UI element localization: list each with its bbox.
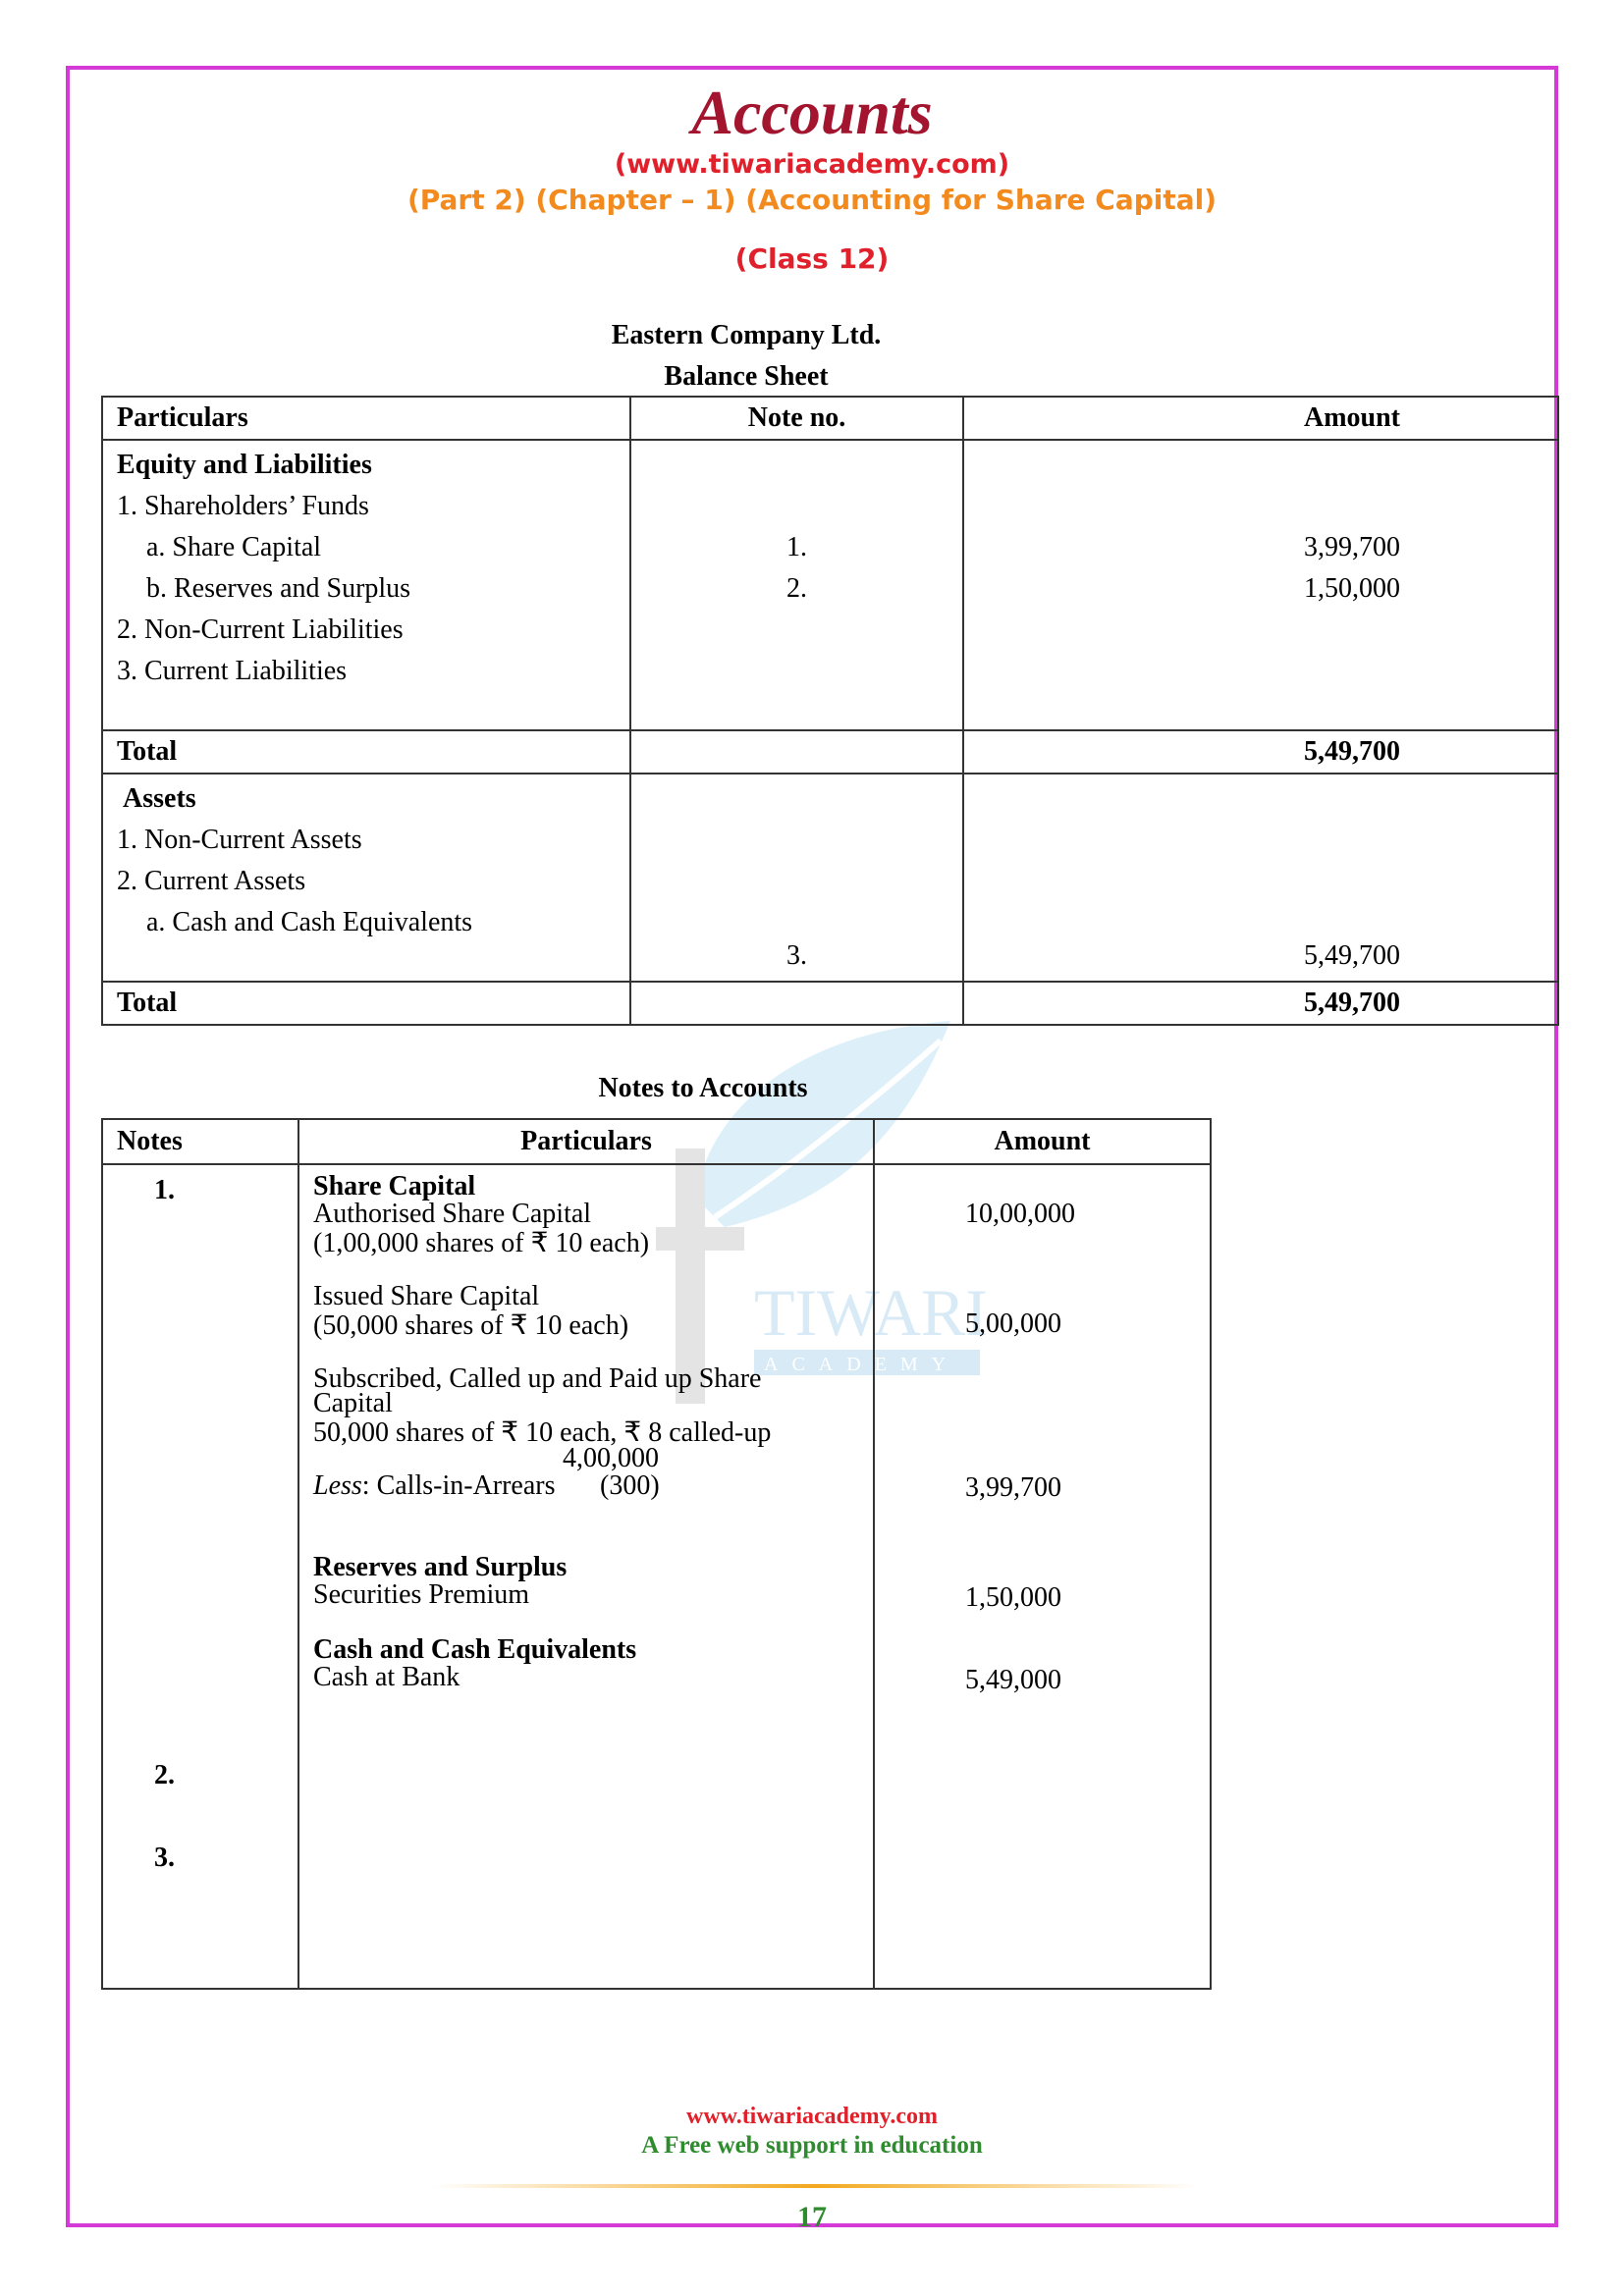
notes-title: Notes to Accounts <box>598 1073 808 1103</box>
subscribed-capital-label: Subscribed, Called up and Paid up Share <box>313 1363 762 1394</box>
securities-premium-label: Securities Premium <box>313 1579 530 1610</box>
note3-heading: Cash and Cash Equivalents <box>313 1634 637 1665</box>
equity-amount-2: 1,50,000 <box>1304 573 1400 604</box>
page-title: Accounts <box>691 78 933 147</box>
assets-note: 3. <box>786 940 807 971</box>
note1-heading: Share Capital <box>313 1171 476 1201</box>
cash-at-bank-amount: 5,49,000 <box>965 1665 1061 1695</box>
class-info: (Class 12) <box>734 242 890 275</box>
footer-tagline: A Free web support in education <box>641 2132 983 2159</box>
equity-heading: Equity and Liabilities <box>117 450 372 480</box>
bs-header-note: Note no. <box>630 397 963 440</box>
watermark-subtext: ACADEMY <box>764 1354 960 1375</box>
assets-item: 1. Non-Current Assets <box>117 825 362 855</box>
subscribed-capital-detail: 50,000 shares of ₹ 10 each, ₹ 8 called-up <box>313 1417 772 1448</box>
equity-note-1: 1. <box>786 532 807 562</box>
watermark-text: TIWARI <box>754 1275 988 1350</box>
authorised-capital-label: Authorised Share Capital <box>313 1199 592 1229</box>
chapter-info: (Part 2) (Chapter – 1) (Accounting for Share Capital) <box>406 184 1218 216</box>
equity-item: b. Reserves and Surplus <box>146 573 411 604</box>
footer-divider <box>432 2184 1198 2188</box>
less-word: Less <box>313 1470 362 1501</box>
equity-amount-1: 3,99,700 <box>1304 532 1400 562</box>
equity-total-amount: 5,49,700 <box>963 730 1558 774</box>
equity-note-2: 2. <box>786 573 807 604</box>
bs-header-particulars: Particulars <box>102 397 630 440</box>
notes-header-notes: Notes <box>102 1119 298 1164</box>
subscribed-capital-label-2: Capital <box>313 1388 393 1418</box>
authorised-amount: 10,00,000 <box>965 1199 1075 1229</box>
assets-item: 2. Current Assets <box>117 866 306 896</box>
notes-header-amount: Amount <box>874 1119 1211 1164</box>
securities-premium-amount: 1,50,000 <box>965 1582 1061 1613</box>
notes-header-particulars: Particulars <box>298 1119 874 1164</box>
share-capital-net-amount: 3,99,700 <box>965 1472 1061 1503</box>
cash-at-bank-label: Cash at Bank <box>313 1662 460 1692</box>
note-number-3: 3. <box>154 1842 175 1873</box>
note2-heading: Reserves and Surplus <box>313 1552 568 1582</box>
balance-sheet-title: Balance Sheet <box>664 361 829 392</box>
issued-capital-detail: (50,000 shares of ₹ 10 each) <box>313 1310 629 1341</box>
header-website: (www.tiwariacademy.com) <box>614 149 1010 180</box>
authorised-capital-detail: (1,00,000 shares of ₹ 10 each) <box>313 1228 650 1258</box>
assets-item: a. Cash and Cash Equivalents <box>146 907 473 937</box>
issued-capital-label: Issued Share Capital <box>313 1281 540 1311</box>
issued-amount: 5,00,000 <box>965 1308 1061 1339</box>
calls-in-arrears-label: : Calls-in-Arrears <box>361 1470 556 1501</box>
equity-total-label: Total <box>102 730 630 774</box>
footer-website: www.tiwariacademy.com <box>686 2104 938 2129</box>
equity-item: 2. Non-Current Liabilities <box>117 614 404 645</box>
company-name: Eastern Company Ltd. <box>611 320 882 350</box>
bs-header-amount: Amount <box>963 397 1558 440</box>
equity-item: a. Share Capital <box>146 532 322 562</box>
page-number: 17 <box>797 2201 827 2233</box>
notes-table <box>101 1118 1212 1990</box>
assets-total-label: Total <box>102 982 630 1025</box>
calls-in-arrears-amount: (300) <box>600 1470 660 1501</box>
equity-item: 3. Current Liabilities <box>117 656 348 686</box>
assets-heading: Assets <box>123 783 196 814</box>
called-up-amount: 4,00,000 <box>563 1443 659 1473</box>
assets-total-amount: 5,49,700 <box>963 982 1558 1025</box>
equity-item: 1. Shareholders’ Funds <box>117 491 369 521</box>
balance-sheet-table <box>101 396 1559 1026</box>
note-number-1: 1. <box>154 1175 175 1205</box>
note-number-2: 2. <box>154 1760 175 1790</box>
assets-amount: 5,49,700 <box>1304 940 1400 971</box>
